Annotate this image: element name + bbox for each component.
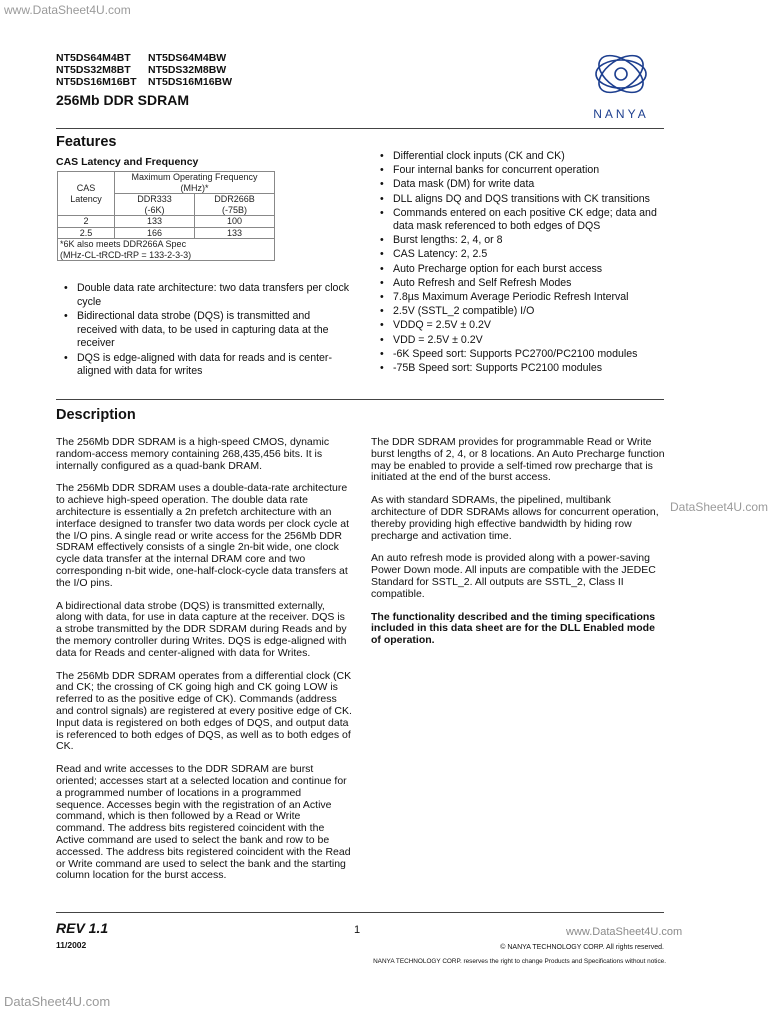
list-item: • -75B Speed sort: Supports PC2100 modules — [378, 362, 670, 375]
cas-table — [57, 171, 275, 261]
table-cell: 100 — [195, 216, 275, 228]
description-paragraph: An auto refresh mode is provided along with a power-saving Power Down mode. All inputs are compatible with the JEDEC Standard for SSTL_2. All outputs are SSTL_2, Class II compatible. — [371, 552, 656, 600]
list-item: • 7.8µs Maximum Average Periodic Refresh Interval — [378, 291, 670, 304]
table-cell: 133 — [195, 227, 275, 239]
part-number: NT5DS16M16BW — [148, 76, 233, 88]
list-item: • VDDQ = 2.5V ± 0.2V — [378, 319, 670, 332]
list-item: • Four internal banks for concurrent operation — [378, 164, 670, 177]
table-cell: 2.5 — [58, 227, 115, 239]
revision: REV 1.1 — [56, 920, 109, 936]
part-number: NT5DS16M16BT — [56, 76, 137, 88]
part-number: NT5DS32M8BT — [56, 64, 131, 76]
dll-note: The functionality described and the timing specifications included in this data sheet are for the DLL Enabled mode of operation. — [371, 610, 656, 647]
description-paragraph: The 256Mb DDR SDRAM uses a double-data-rate architecture to achieve high-speed operation. The double data rate architecture is essentially a 2n prefetch architecture with an interface designed to transfer two data words per clock cycle at the I/O pins. A single read or write access for the 256Mb DDR SDRAM effectively consists of a single 2n-bit wide, one clock cycle data transfer at the internal DRAM core and two corresponding n-bit wide, one-half-clock-cycle data transfers at the I/O pins. — [56, 482, 349, 589]
cas-heading: CAS Latency and Frequency — [56, 156, 199, 168]
description-heading: Description — [56, 407, 136, 423]
freq-col-header: Maximum Operating Frequency (MHz)* — [115, 172, 275, 194]
part-numbers — [56, 52, 258, 88]
description-paragraph: Read and write accesses to the DDR SDRAM are burst oriented; accesses start at a selected location and continue for a programmed number of locations in a programmed sequence. Accesses begin with the registration of an Active command, which is then followed by a Read or Write command. The address bits registered coincident with the Active command are used to select the bank and row to be accessed. The address bits registered coincident with the Read or Write command are used to select the bank and the starting column location for the burst access. — [56, 763, 351, 882]
cas-col-header: CAS Latency — [58, 172, 115, 216]
table-note — [58, 239, 275, 261]
table-note-line: (MHz-CL-tRCD-tRP = 133-2-3-3) — [60, 249, 192, 260]
nanya-logo-icon — [578, 52, 664, 102]
speed-b-label: DDR266B — [214, 194, 255, 204]
features-right-list — [378, 150, 670, 376]
header-divider — [56, 128, 664, 129]
list-item: • Auto Precharge option for each burst access — [378, 263, 670, 276]
description-paragraph: A bidirectional data strobe (DQS) is transmitted externally, along with data, for use in data capture at the receiver. DQS is a strobe transmitted by the DDR SDRAM during Reads and by the memory controller during Writes. DQS is edge-aligned with data for Reads and center-aligned with data for Writes. — [56, 599, 347, 659]
revision-date: 11/2002 — [56, 940, 87, 950]
table-cell: 133 — [115, 216, 195, 228]
page-number: 1 — [354, 924, 361, 936]
list-item: • Differential clock inputs (CK and CK) — [378, 150, 670, 163]
description-paragraph: The 256Mb DDR SDRAM is a high-speed CMOS, dynamic random-access memory containing 268,435,456 bits. It is internally configured as a quad-bank DRAM. — [56, 436, 330, 472]
nanya-logo — [578, 52, 664, 120]
speed-b-sub: (-75B) — [221, 204, 247, 215]
copyright: © NANYA TECHNOLOGY CORP. All rights reserved. — [500, 944, 664, 951]
list-item: • DQS is edge-aligned with data for reads and is center-aligned with data for writes — [62, 352, 350, 379]
description-paragraph: As with standard SDRAMs, the pipelined, multibank architecture of DDR SDRAMs allows for concurrent operation, thereby providing high effective bandwidth by hiding row precharge and activation time. — [371, 494, 659, 542]
table-row — [58, 216, 275, 228]
table-cell: 166 — [115, 227, 195, 239]
features-heading: Features — [56, 134, 117, 150]
list-item: • CAS Latency: 2, 2.5 — [378, 248, 670, 261]
list-item: • VDD = 2.5V ± 0.2V — [378, 334, 670, 347]
description-paragraph: The DDR SDRAM provides for programmable Read or Write burst lengths of 2, 4, or 8 locations. An Auto Precharge function may be enabled to provide a self-timed row precharge that is initiated at the end of the burst access. — [371, 436, 665, 484]
description-left-column — [56, 437, 352, 893]
description-right-column — [371, 437, 667, 658]
list-item: • Burst lengths: 2, 4, or 8 — [378, 234, 670, 247]
list-item: • Bidirectional data strobe (DQS) is transmitted and received with data, to be used in capturing data at the receiver — [62, 310, 350, 351]
list-item: • Data mask (DM) for write data — [378, 178, 670, 191]
part-number: NT5DS64M4BW — [148, 52, 227, 64]
watermark-side: DataSheet4U.com — [670, 500, 768, 514]
part-number: NT5DS32M8BW — [148, 64, 227, 76]
watermark-top: www.DataSheet4U.com — [4, 3, 131, 17]
speed-a-label: DDR333 — [137, 194, 172, 204]
list-item: • Double data rate architecture: two data transfers per clock cycle — [62, 282, 350, 309]
description-paragraph: The 256Mb DDR SDRAM operates from a differential clock (CK and CK; the crossing of CK going high and CK going LOW is referred to as the positive edge of CK). Commands (address and control signals) are registered at every positive edge of CK. Input data is registered on both edges of DQS, and output data is referenced to both edges of DQS, as well as to both edges of CK. — [56, 669, 352, 753]
page-title: 256Mb DDR SDRAM — [56, 92, 190, 108]
list-item: • Auto Refresh and Self Refresh Modes — [378, 277, 670, 290]
logo-text: NANYA — [593, 107, 649, 121]
part-number: NT5DS64M4BT — [56, 52, 131, 64]
features-left-list — [62, 282, 350, 380]
footer-divider — [56, 912, 664, 913]
section-divider — [56, 399, 664, 400]
list-item: • Commands entered on each positive CK edge; data and data mask referenced to both edges of DQS — [378, 207, 670, 233]
table-row — [58, 227, 275, 239]
watermark-bottom: DataSheet4U.com — [4, 994, 111, 1009]
list-item: • DLL aligns DQ and DQS transitions with CK transitions — [378, 193, 670, 206]
table-note-line: *6K also meets DDR266A Spec — [60, 239, 187, 249]
list-item: • 2.5V (SSTL_2 compatible) I/O — [378, 305, 670, 318]
disclaimer: NANYA TECHNOLOGY CORP. reserves the right to change Products and Specifications without notice. — [373, 958, 666, 965]
list-item: • -6K Speed sort: Supports PC2700/PC2100 modules — [378, 348, 670, 361]
watermark-bottom-right: www.DataSheet4U.com — [566, 926, 683, 938]
table-cell: 2 — [58, 216, 115, 228]
speed-a-sub: (-6K) — [144, 204, 165, 215]
